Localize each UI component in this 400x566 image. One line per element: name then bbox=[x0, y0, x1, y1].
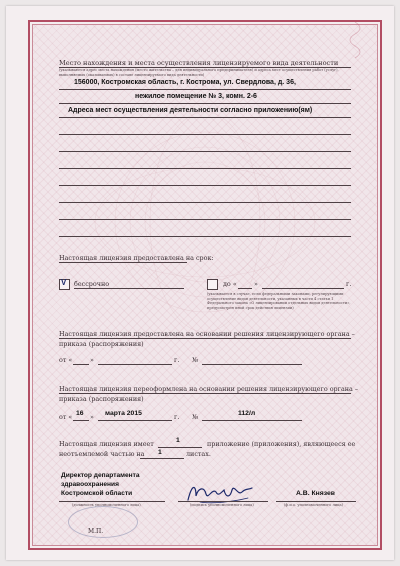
basis-from-label: от « bbox=[59, 356, 73, 364]
term-label-rule bbox=[59, 262, 187, 263]
blank-rule-8 bbox=[59, 202, 351, 203]
basis-text-1: Настоящая лицензия предоставлена на основании решения лицензирующего органа – bbox=[59, 330, 355, 338]
annex-sheets: 1 bbox=[158, 449, 162, 456]
annex-count-rule bbox=[158, 447, 202, 448]
reissue-number-label: № bbox=[192, 413, 199, 421]
indefinite-label: бессрочно bbox=[74, 280, 110, 288]
address-line-2: нежилое помещение № 3, комн. 2-6 bbox=[135, 93, 257, 100]
annex-text-1: Настоящая лицензия имеет bbox=[59, 440, 154, 448]
signer-position-line-2: здравоохранения bbox=[61, 481, 119, 488]
basis-year-suffix: г. bbox=[174, 356, 180, 364]
until-day-rule bbox=[238, 288, 252, 289]
signer-position-line-3: Костромской области bbox=[61, 490, 133, 497]
reissue-text-2: приказа (распоряжения) bbox=[59, 395, 144, 403]
location-label-note: (указываются адрес места нахождения (место жительства – для индивидуального предпринимателя) и адреса мест осуществления работ (услуг), выполняемых (оказываемых) в составе лицензируемого вида деятельности) bbox=[59, 68, 339, 77]
location-label: Место нахождения и места осуществления лицензируемого вида деятельности bbox=[59, 59, 339, 67]
basis-from-close: » bbox=[90, 356, 94, 364]
term-label: Настоящая лицензия предоставлена на срок: bbox=[59, 254, 214, 262]
basis-number-rule bbox=[202, 364, 302, 365]
basis-text-rule bbox=[59, 338, 351, 339]
stamp-label: М.П. bbox=[88, 528, 104, 535]
position-caption: (должность уполномоченного лица) bbox=[72, 503, 141, 507]
blank-rule-10 bbox=[59, 236, 351, 237]
name-caption: (ф.и.о. уполномоченного лица) bbox=[284, 503, 343, 507]
signature-rule bbox=[178, 501, 268, 502]
license-sheet bbox=[6, 6, 394, 560]
blank-rule-5 bbox=[59, 151, 351, 152]
until-suffix: » bbox=[254, 280, 258, 288]
blank-rule-9 bbox=[59, 219, 351, 220]
position-rule bbox=[59, 501, 165, 502]
reissue-from-close: » bbox=[90, 413, 94, 421]
license-form-frame bbox=[28, 20, 382, 550]
signature-caption: (подпись уполномоченного лица) bbox=[190, 503, 254, 507]
until-note: (указывается в случае, если федеральными законами, регулирующими осуществление видов деятельности, указанных в части 4 статьи 1 Федерального закона «О лицензировании отдельных видов деятельности», предусмотрен иной срок действия лицензии) bbox=[207, 292, 351, 310]
reissue-number: 112/л bbox=[238, 410, 256, 417]
name-rule bbox=[276, 501, 356, 502]
reissue-day-rule bbox=[73, 420, 89, 421]
address-rule-1 bbox=[59, 89, 351, 90]
reissue-text-1: Настоящая лицензия переоформлена на основании решения лицензирующего органа – bbox=[59, 385, 359, 393]
address-rule-2 bbox=[59, 103, 351, 104]
annex-text-2: приложение (приложения), являющееся ее bbox=[207, 440, 356, 448]
indefinite-rule bbox=[74, 288, 184, 289]
basis-day-rule bbox=[73, 364, 89, 365]
signer-position-line-1: Директор департамента bbox=[61, 472, 140, 479]
reissue-month-rule bbox=[98, 420, 172, 421]
until-year-suffix: г. bbox=[346, 280, 352, 288]
address-line-3: Адреса мест осуществления деятельности согласно приложению(ям) bbox=[68, 107, 313, 114]
blank-rule-6 bbox=[59, 168, 351, 169]
address-line-1: 156000, Костромская область, г. Кострома, ул. Свердлова, д. 36, bbox=[74, 79, 296, 86]
blank-rule-7 bbox=[59, 185, 351, 186]
reissue-from-label: от « bbox=[59, 413, 73, 421]
reissue-number-rule bbox=[202, 420, 302, 421]
reissue-text-rule bbox=[59, 393, 351, 394]
reissue-day: 16 bbox=[76, 410, 84, 417]
until-prefix: до « bbox=[223, 280, 237, 288]
annex-sheets-rule bbox=[140, 458, 184, 459]
annex-count: 1 bbox=[176, 437, 180, 444]
until-month-rule bbox=[262, 288, 344, 289]
annex-text-3: неотъемлемой частью на bbox=[59, 450, 145, 458]
annex-text-4: листах. bbox=[186, 450, 211, 458]
reissue-month: марта 2015 bbox=[105, 410, 142, 417]
signer-name: А.В. Князев bbox=[296, 490, 335, 497]
reissue-year-suffix: г. bbox=[174, 413, 180, 421]
basis-number-label: № bbox=[192, 356, 199, 364]
address-rule-3 bbox=[59, 117, 351, 118]
basis-month-rule bbox=[98, 364, 172, 365]
basis-text-2: приказа (распоряжения) bbox=[59, 340, 144, 348]
blank-rule-4 bbox=[59, 134, 351, 135]
indefinite-check-mark: V bbox=[61, 278, 67, 287]
fixed-term-checkbox bbox=[207, 279, 218, 290]
